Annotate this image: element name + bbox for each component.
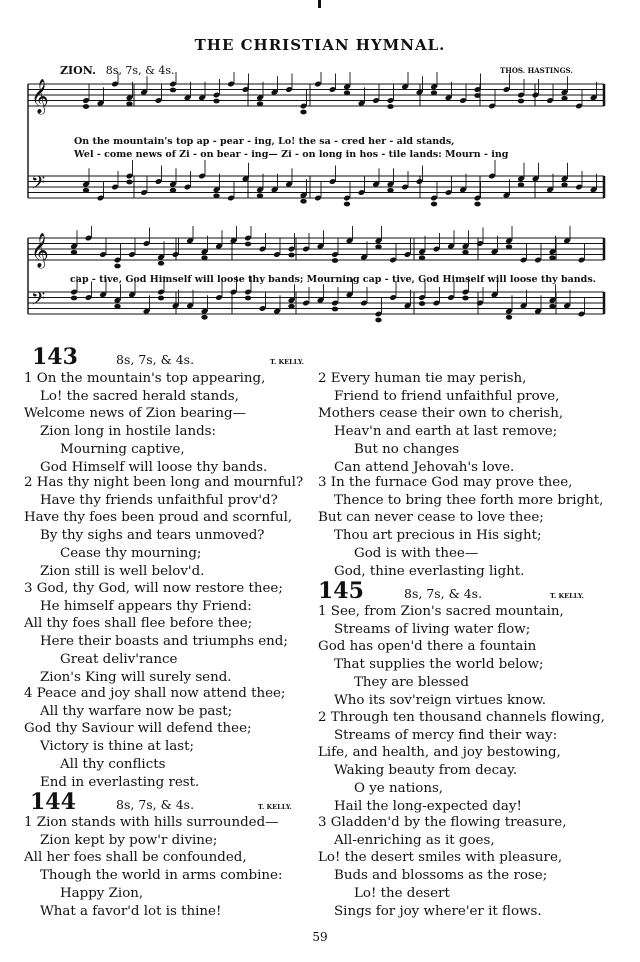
verse-line: Zion long in hostile lands: bbox=[40, 424, 217, 440]
bass-note bbox=[549, 304, 555, 309]
verse-line: Cease thy mourning; bbox=[60, 545, 202, 561]
verse-line: 3 In the furnace God may prove thee, bbox=[318, 475, 573, 490]
treble-note bbox=[245, 242, 251, 247]
treble-note bbox=[114, 264, 120, 269]
hymn-143-stanza-1 bbox=[24, 370, 267, 476]
verse-line: 2 Every human tie may perish, bbox=[318, 371, 527, 386]
verse-line: 2 Has thy night been long and mournful? bbox=[24, 475, 304, 490]
treble-note bbox=[71, 250, 77, 255]
treble-note bbox=[158, 261, 164, 266]
verse-line: Here their boasts and triumphs end; bbox=[40, 634, 288, 650]
hymn-143-heading bbox=[32, 344, 312, 370]
music-lyric-line-2: Wel - come news of Zi - on bear - ing— Zi - on long in hos - tile lands: Mourn - ing bbox=[74, 149, 509, 160]
verse-line: Streams of living water flow; bbox=[334, 621, 531, 637]
verse-line: Waking beauty from decay. bbox=[334, 763, 518, 779]
treble-note bbox=[344, 90, 350, 95]
bass-note bbox=[300, 199, 306, 204]
bass-note bbox=[506, 315, 512, 320]
hymn-145-stanza-2 bbox=[318, 709, 605, 815]
treble-note bbox=[332, 258, 338, 263]
bass-note bbox=[518, 182, 524, 187]
verse-line: God thy Saviour will defend thee; bbox=[24, 721, 252, 737]
hymn-author: T. KELLY. bbox=[270, 358, 304, 366]
hymn-143-stanza-3 bbox=[24, 580, 288, 686]
hymn-144-heading bbox=[30, 789, 310, 815]
bass-note bbox=[431, 202, 437, 207]
verse-line: 1 See, from Zion's sacred mountain, bbox=[318, 604, 564, 619]
running-header: THE CHRISTIAN HYMNAL. bbox=[194, 36, 446, 54]
verse-line: Have thy foes been proud and scornful, bbox=[24, 510, 293, 526]
verse-line: Heav'n and earth at last remove; bbox=[334, 424, 558, 440]
verse-line: End in everlasting rest. bbox=[40, 774, 200, 790]
bass-note bbox=[332, 307, 338, 312]
treble-note bbox=[170, 88, 176, 93]
verse-line: Lo! the sacred herald stands, bbox=[40, 388, 239, 404]
verse-line: 1 On the mountain's top appearing, bbox=[24, 371, 266, 386]
verse-line: Who its sov'reign virtues know. bbox=[334, 692, 546, 708]
treble-note bbox=[126, 101, 132, 106]
verse-line: All thy conflicts bbox=[60, 756, 166, 772]
treble-note bbox=[431, 90, 437, 95]
bass-note bbox=[561, 182, 567, 187]
treble-clef-icon: 𝄞 bbox=[31, 79, 49, 114]
bass-note bbox=[158, 296, 164, 301]
treble-clef-icon: 𝄞 bbox=[31, 233, 49, 268]
tune-name: ZION. bbox=[60, 64, 96, 77]
verse-line: Mothers cease their own to cherish, bbox=[318, 406, 564, 422]
verse-line: Victory is thine at last; bbox=[40, 739, 195, 755]
verse-line: Happy Zion, bbox=[60, 885, 144, 901]
hymn-145-stanza-3 bbox=[318, 814, 566, 920]
music-lyric-line-3: cap - tive, God Himself will loose thy bands; Mourning cap - tive, God Himself will loose thy bands. bbox=[70, 274, 596, 285]
bass-note bbox=[71, 296, 77, 301]
verse-line: Zion kept by pow'r divine; bbox=[40, 832, 218, 848]
treble-note bbox=[213, 99, 219, 104]
bass-note bbox=[462, 296, 468, 301]
bass-note bbox=[288, 304, 294, 309]
verse-line: Have thy friends unfaithful prov'd? bbox=[40, 492, 278, 508]
verse-line: But can never cease to love thee; bbox=[318, 510, 544, 526]
verse-line: All her foes shall be confounded, bbox=[24, 850, 247, 866]
verse-line: All thy foes shall flee before thee; bbox=[24, 616, 253, 632]
hymn-144-stanza-3 bbox=[318, 474, 603, 580]
verse-line: Friend to friend unfaithful prove, bbox=[334, 388, 560, 404]
verse-line: But no changes bbox=[354, 441, 460, 457]
hymn-meter: 8s, 7s, & 4s. bbox=[404, 586, 483, 601]
treble-note bbox=[387, 104, 393, 109]
verse-line: Zion still is well belov'd. bbox=[40, 563, 205, 579]
bass-clef-icon: 𝄢 bbox=[31, 289, 46, 314]
hymn-number: 145 bbox=[318, 578, 364, 604]
hymn-number: 143 bbox=[32, 344, 78, 370]
treble-note bbox=[419, 255, 425, 260]
bass-note bbox=[474, 202, 480, 207]
hymn-145-stanza-1 bbox=[318, 603, 564, 709]
treble-note bbox=[288, 253, 294, 258]
verse-line: By thy sighs and tears unmoved? bbox=[40, 528, 265, 544]
hymn-144-stanza-2 bbox=[318, 370, 563, 476]
verse-line: Can attend Jehovah's love. bbox=[334, 459, 515, 475]
verse-line: Thence to bring thee forth more bright, bbox=[334, 492, 604, 508]
treble-note bbox=[462, 250, 468, 255]
bass-clef-icon: 𝄢 bbox=[31, 173, 46, 198]
verse-line: God has open'd there a fountain bbox=[318, 639, 537, 655]
verse-line: Zion's King will surely send. bbox=[40, 669, 232, 685]
top-mark bbox=[318, 0, 321, 8]
bass-note bbox=[170, 188, 176, 193]
verse-line: God, thine everlasting light. bbox=[334, 563, 525, 579]
bass-note bbox=[83, 188, 89, 193]
verse-line: Sings for joy where'er it flows. bbox=[334, 903, 542, 919]
bass-note bbox=[201, 315, 207, 320]
treble-note bbox=[83, 104, 89, 109]
verse-line: Thou art precious in His sight; bbox=[334, 528, 542, 544]
treble-note bbox=[300, 110, 306, 115]
treble-note bbox=[201, 255, 207, 260]
verse-line: Great deliv'rance bbox=[60, 651, 178, 667]
hymn-author: T. KELLY. bbox=[258, 803, 292, 811]
bass-note bbox=[375, 318, 381, 323]
verse-line: 3 God, thy God, will now restore thee; bbox=[24, 581, 283, 596]
hymn-number: 144 bbox=[30, 789, 76, 815]
hymn-145-heading bbox=[318, 578, 618, 604]
verse-line: He himself appears thy Friend: bbox=[40, 598, 252, 614]
verse-line: 2 Through ten thousand channels flowing, bbox=[318, 710, 605, 725]
verse-line: 4 Peace and joy shall now attend thee; bbox=[24, 686, 286, 701]
hymn-author: T. KELLY. bbox=[550, 592, 584, 600]
verse-line: Buds and blossoms as the rose; bbox=[334, 868, 548, 884]
verse-line: Though the world in arms combine: bbox=[40, 868, 283, 884]
treble-note bbox=[549, 255, 555, 260]
bass-note bbox=[344, 202, 350, 207]
bass-note bbox=[126, 180, 132, 185]
bass-note bbox=[387, 188, 393, 193]
verse-line: They are blessed bbox=[354, 674, 469, 690]
treble-note bbox=[561, 96, 567, 101]
verse-line: All thy warfare now be past; bbox=[40, 703, 233, 719]
bass-note bbox=[213, 193, 219, 198]
verse-line: What a favor'd lot is thine! bbox=[40, 903, 222, 919]
verse-line: God is with thee— bbox=[354, 545, 479, 561]
treble-note bbox=[506, 244, 512, 249]
treble-note bbox=[257, 101, 263, 106]
verse-line: O ye nations, bbox=[354, 780, 444, 796]
tune-meter: 8s, 7s, & 4s. bbox=[105, 64, 175, 77]
bass-note bbox=[257, 193, 263, 198]
verse-line: God Himself will loose thy bands. bbox=[40, 459, 268, 475]
hymn-meter: 8s, 7s, & 4s. bbox=[116, 352, 195, 367]
verse-line: Lo! the desert bbox=[354, 885, 450, 901]
treble-note bbox=[474, 93, 480, 98]
hymn-144-stanza-1 bbox=[24, 814, 282, 920]
verse-line: Life, and health, and joy bestowing, bbox=[318, 745, 561, 761]
bass-note bbox=[419, 301, 425, 306]
tune-composer: THOS. HASTINGS. bbox=[500, 66, 573, 75]
music-system-1 bbox=[0, 72, 640, 222]
bass-note bbox=[114, 304, 120, 309]
treble-note bbox=[375, 244, 381, 249]
verse-line: Hail the long-expected day! bbox=[334, 798, 522, 814]
hymn-143-stanza-2 bbox=[24, 474, 303, 580]
verse-line: 3 Gladden'd by the flowing treasure, bbox=[318, 815, 567, 830]
page-number: 59 bbox=[312, 930, 328, 944]
hymn-meter: 8s, 7s, & 4s. bbox=[116, 797, 195, 812]
verse-line: All-enriching as it goes, bbox=[334, 832, 495, 848]
treble-note bbox=[518, 99, 524, 104]
verse-line: 1 Zion stands with hills surrounded— bbox=[24, 815, 279, 830]
music-system-2 bbox=[0, 226, 640, 346]
music-lyric-line-1: On the mountain's top ap - pear - ing, Lo! the sa - cred her - ald stands, bbox=[74, 136, 455, 147]
bass-note bbox=[245, 296, 251, 301]
verse-line: Streams of mercy find their way: bbox=[334, 727, 558, 743]
verse-line: That supplies the world below; bbox=[334, 657, 544, 673]
hymn-143-stanza-4 bbox=[24, 685, 285, 791]
verse-line: Welcome news of Zion bearing— bbox=[24, 406, 247, 422]
verse-line: Lo! the desert smiles with pleasure, bbox=[318, 850, 563, 866]
verse-line: Mourning captive, bbox=[60, 441, 185, 457]
